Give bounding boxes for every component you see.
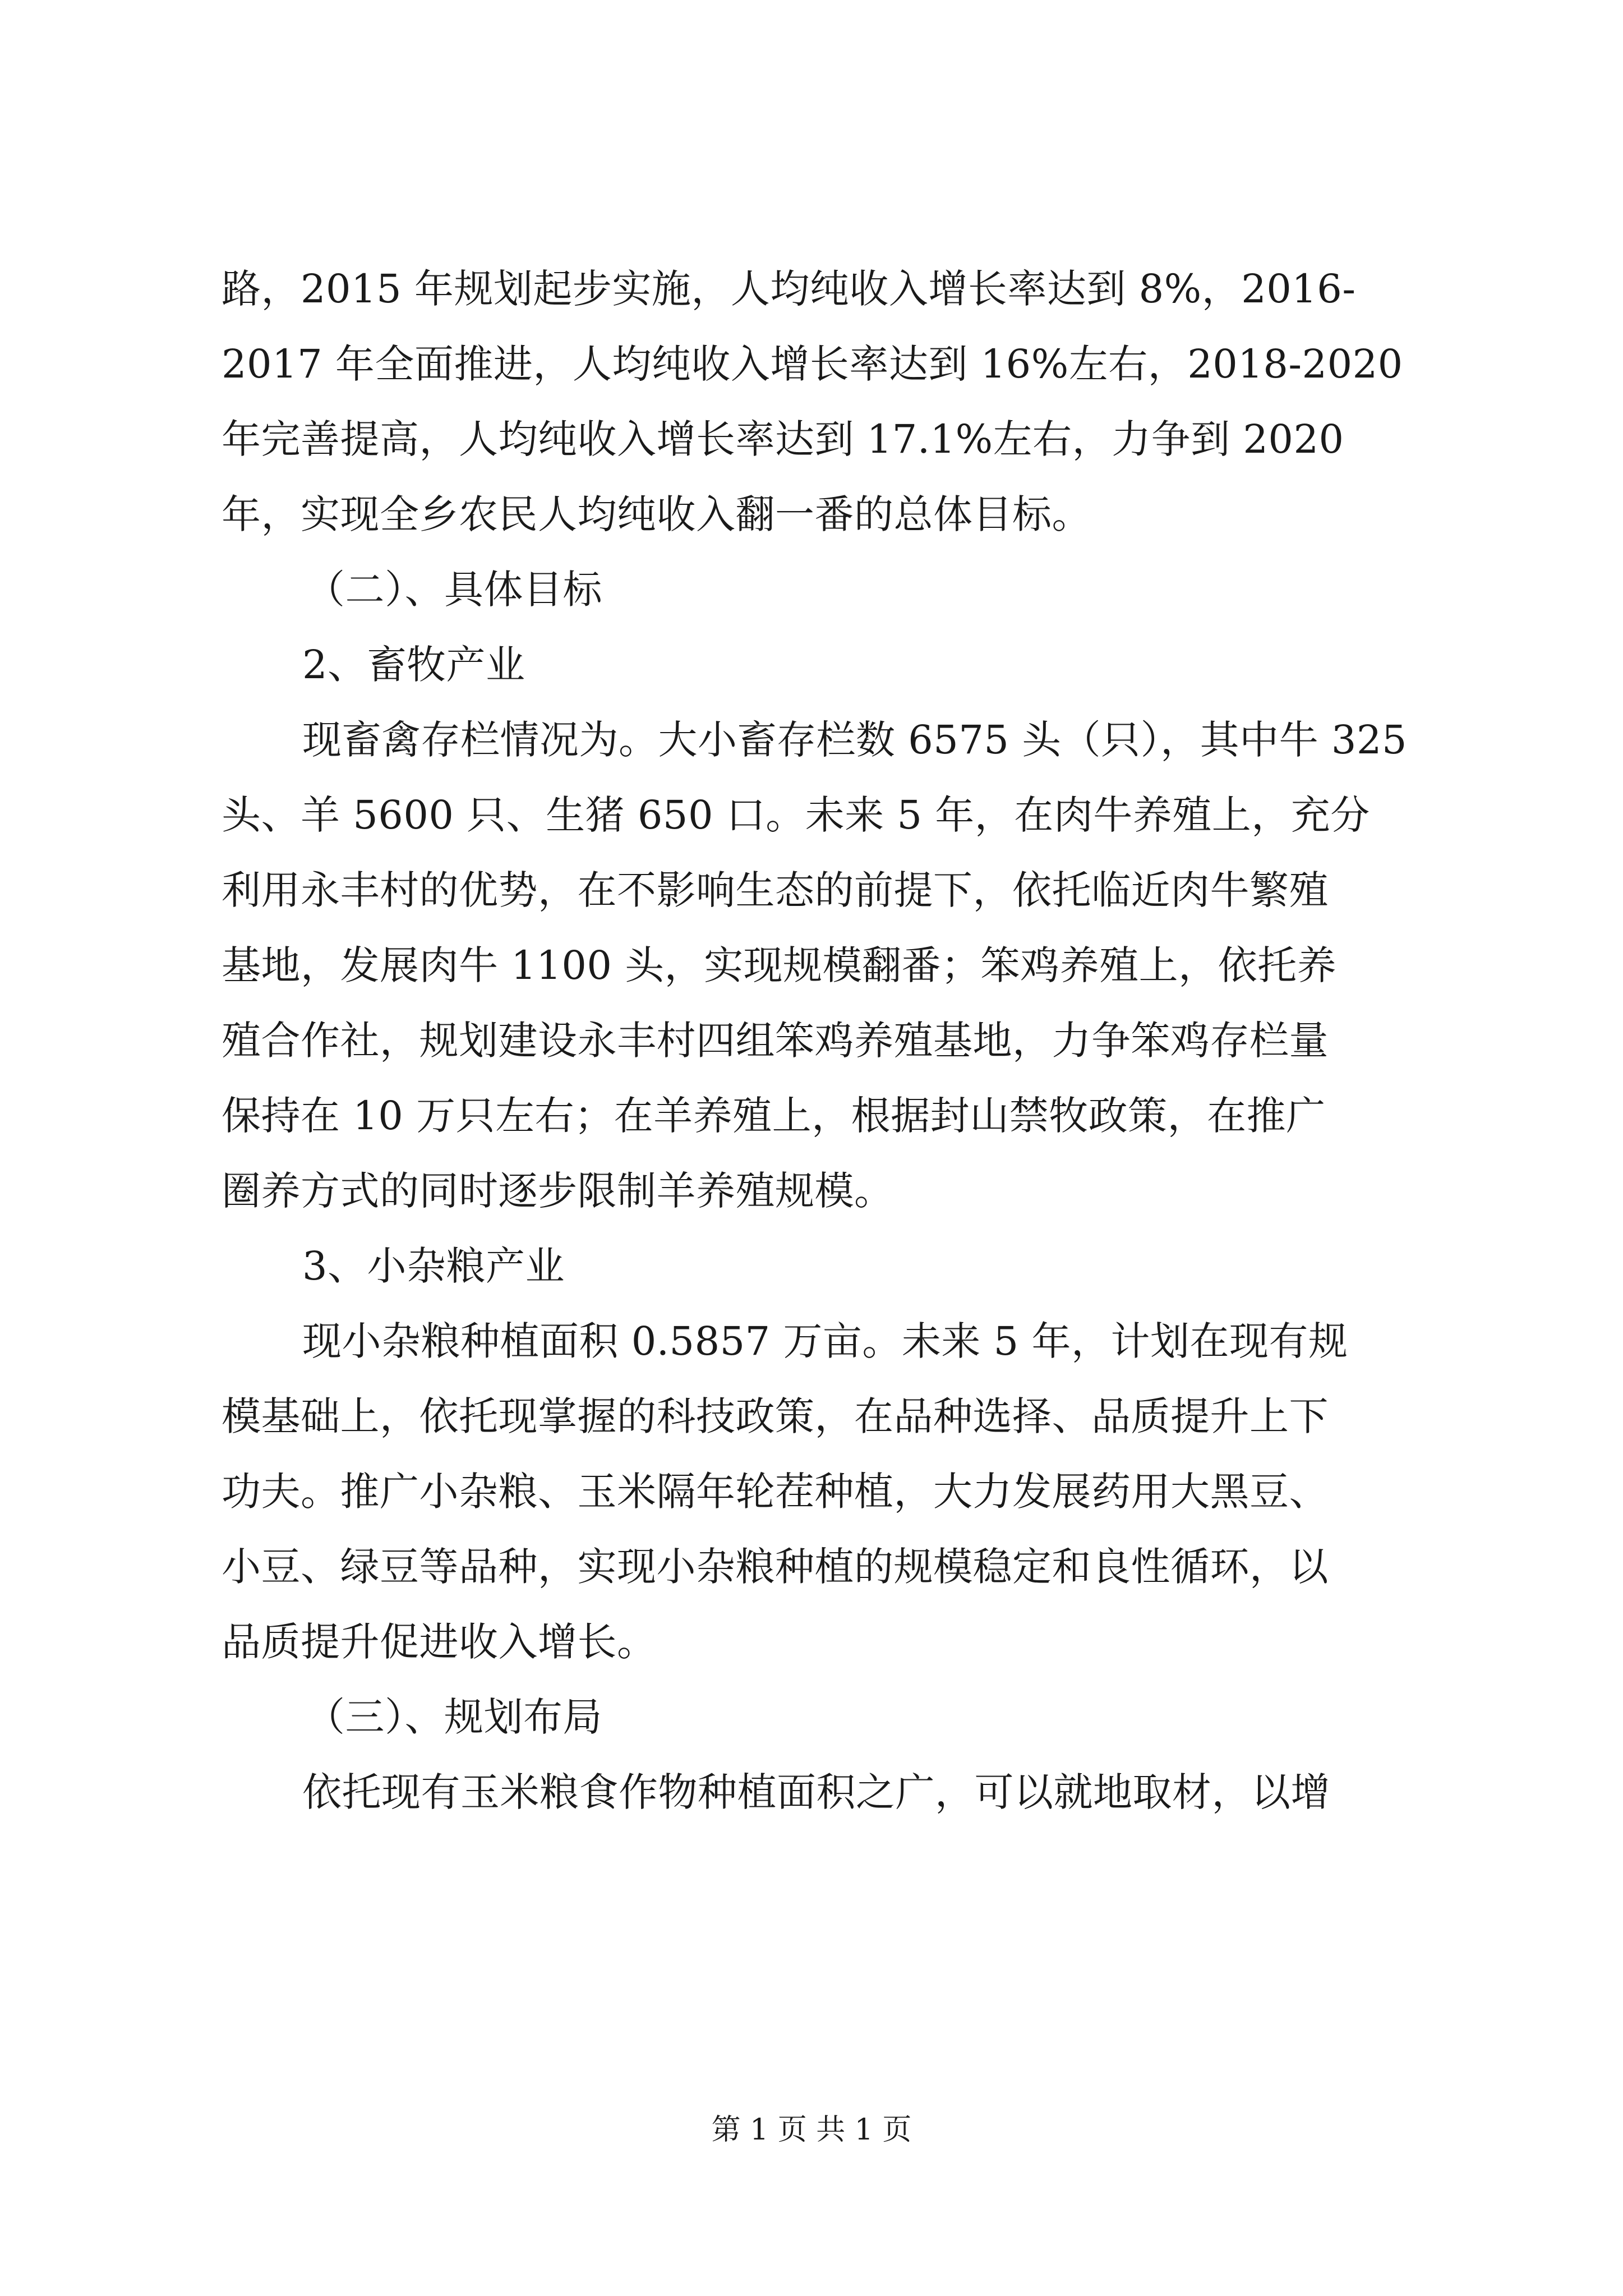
text-line: 品质提升促进收入增长。 — [222, 1619, 657, 1665]
text-line: 现小杂粮种植面积 0.5857 万亩。未来 5 年，计划在现有规 — [302, 1318, 1348, 1364]
text-line: 殖合作社，规划建设永丰村四组笨鸡养殖基地，力争笨鸡存栏量 — [222, 1018, 1329, 1064]
text-line: 年，实现全乡农民人均纯收入翻一番的总体目标。 — [222, 491, 1091, 537]
text-line: 基地，发展肉牛 1100 头，实现规模翻番；笨鸡养殖上，依托养 — [222, 942, 1337, 988]
text-line: 年完善提高，人均纯收入增长率达到 17.1%左右，力争到 2020 — [222, 416, 1344, 462]
text-line: 现畜禽存栏情况为。大小畜存栏数 6575 头（只），其中牛 325 — [302, 717, 1408, 763]
text-line: 路，2015 年规划起步实施，人均纯收入增长率达到 8%，2016- — [222, 266, 1356, 312]
subsection-heading-livestock: 2、畜牧产业 — [302, 642, 525, 688]
text-line: 模基础上，依托现掌握的科技政策，在品种选择、品质提升上下 — [222, 1393, 1329, 1439]
text-line: 头、羊 5600 只、生猪 650 口。未来 5 年，在肉牛养殖上，充分 — [222, 792, 1370, 838]
text-line: 小豆、绿豆等品种，实现小杂粮种植的规模稳定和良性循环，以 — [222, 1544, 1329, 1590]
text-line: 利用永丰村的优势，在不影响生态的前提下，依托临近肉牛繁殖 — [222, 867, 1329, 913]
section-heading-layout: （三）、规划布局 — [306, 1694, 602, 1740]
section-heading-specific-goals: （二）、具体目标 — [306, 567, 602, 613]
text-line: 2017 年全面推进，人均纯收入增长率达到 16%左右，2018-2020 — [222, 341, 1403, 387]
text-line: 圈养方式的同时逐步限制羊养殖规模。 — [222, 1168, 894, 1214]
page-footer: 第 1 页 共 1 页 — [711, 2113, 912, 2147]
text-line: 保持在 10 万只左右；在羊养殖上，根据封山禁牧政策，在推广 — [222, 1093, 1326, 1139]
document-body — [222, 251, 1410, 1830]
subsection-heading-grain: 3、小杂粮产业 — [302, 1243, 565, 1289]
text-line: 依托现有玉米粮食作物种植面积之广，可以就地取材，以增 — [302, 1769, 1330, 1815]
text-line: 功夫。推广小杂粮、玉米隔年轮茬种植，大力发展药用大黑豆、 — [222, 1469, 1329, 1515]
